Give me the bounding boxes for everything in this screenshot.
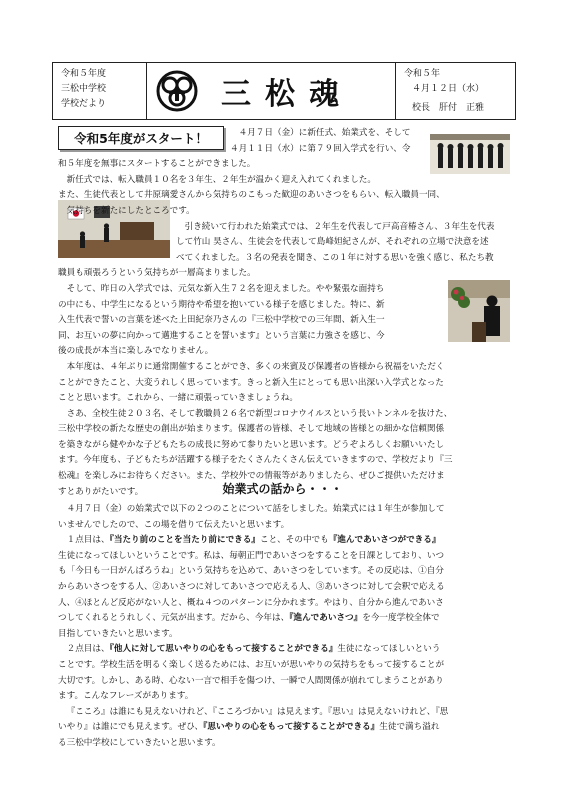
text-line: 新任式では、転入職員１０名を３年生、２年生が温かく迎え入れてくれました。 (66, 174, 376, 185)
text-line: 気持ちを新たにしたところです。 (66, 205, 195, 216)
text-line: ことと思います。これから、一緒に頑張っていきましょうね。 (58, 393, 298, 404)
text-line: 松魂』を楽しみにお待ちください。また、学校外での情報等がありましたら、ぜひご提供いただけま (58, 471, 445, 482)
school-name: 三松中学校 (61, 84, 107, 94)
text-line: ことができたこと、大変うれしく思っています。きっと新入生にとっても思い出深い入学式となった (58, 377, 444, 388)
text-line: ます。こんなフレーズがあります。 (58, 691, 194, 702)
text-line: 生徒で満ち溢れ (379, 722, 440, 733)
text-line: そして、昨日の入学式では、元気な新入生７２名を迎えました。やや緊張な面持ち (66, 283, 385, 294)
text-line: 後の成長が本当に楽しみでなりません。 (58, 346, 214, 357)
text-line: ４月７日（金）の始業式で以下の２つのことについて話をしました。始業式には１年生が参加して (66, 504, 445, 514)
newsletter-title: 三松魂 (221, 77, 353, 112)
text-line: ４月１１日（水）に第７９回入学式を行い、令 (230, 143, 411, 154)
text-line: すとありがたいです。 (58, 486, 144, 497)
article-intro (58, 126, 510, 500)
text-line: ます。今年度も、子どもたちが活躍する様子をたくさんたくさん伝えていきますので、学校だより『三 (58, 455, 453, 466)
text-line: さあ、全校生徒２０３名、そして教職員２６名で新型コロナウイルスという長いトンネルを抜けた、 (66, 408, 453, 419)
emphasis-text: 『当たり前のことを当たり前にできる』 (109, 535, 260, 546)
section-banner: 令和5年度がスタート！ (58, 126, 224, 150)
text-line: 『こころ』は誰にも見えないけれど、『こころづかい』は見えます。『思い』は見えないけれど、『思 (66, 706, 449, 717)
text-line: いやり』は誰にでも見えます。ぜひ、 (58, 722, 204, 733)
text-line: ４月７日（金）に新任式、始業式を、そして (238, 128, 411, 138)
text-line: を築きながら健やかな子どもたちの成長に努めて参りたいと思います。どうぞよろしくお願いいたし (58, 439, 445, 450)
text-line: の中にも、中学生になるという期待や希望を抱いている様子を感じました。特に、新 (58, 299, 385, 310)
text-line: また、生徒代表として井原璃愛さんから気持ちのこもった歓迎のあいさつをもらい、転入職員一同、 (58, 190, 445, 201)
text-line: 生徒になってほしいということです。私は、毎朝正門であいさつをすることを日課としており、いつ (58, 550, 445, 561)
text-line: からあいさつをする人、②あいさつに対してあいさつで応える人、③あいさつに対して会釈で応える (58, 581, 445, 592)
text-line: 同、お互いの夢に向かって邁進することを誓います』という言葉に力強さを感じ、今 (58, 330, 385, 341)
emphasis-text: 『進んであいさつができる』 (328, 535, 441, 546)
section-title: 始業式の話から・・・ (222, 482, 343, 496)
text-line: 和５年度を無事にスタートすることができました。 (58, 159, 256, 170)
text-line: る三松中学校にしていきたいと思います。 (58, 737, 221, 748)
emphasis-text: 『進んであいさつ』 (289, 613, 363, 624)
date-block (395, 63, 515, 119)
text-line: 引き続いて行われた始業式では、２年生を代表して戸高音椿さん、３年生を代表 (184, 221, 495, 232)
school-emblem-icon (155, 69, 199, 113)
text-line: べてくれました。３名の発表を聞き、この１年に対する思いを強く感じ、私たち教 (176, 252, 494, 263)
text-line: こと、その中でも (259, 535, 329, 546)
principal-name: 校長 肝付 正雅 (412, 103, 485, 113)
text-line: いませんでしたので、この場を借りて伝えたいと思います。 (58, 519, 290, 530)
text-line: つしてくれるとうれしく、元気が出ます。だから、今年は、 (58, 613, 290, 624)
text-line: 本年度は、４年ぶりに通常開催することができ、多くの来賓及び保護者の皆様から祝福をいただく (66, 361, 445, 372)
text-line: ことです。学校生活を明るく楽しく送るためには、お互いが思いやりの気持ちをもって接することが (58, 659, 445, 670)
emphasis-text: 『他人に対して思いやりの心をもって接することができる』 (109, 644, 338, 655)
issue-info (53, 63, 147, 119)
text-line: 人、④ほとんど反応がない人と、概ね４つのパターンに分かれます。やはり、自分から進んであいさ (58, 597, 444, 608)
emphasis-text: 『思いやりの心をもって接することができる』 (203, 722, 380, 733)
text-line: 三松中学校の新たな歴史の創出が始まります。保護者の皆様、そして地域の皆様との細かな信頼関係 (58, 424, 445, 435)
text-line: 大切です。しかし、ある時、心ない一言で相手を傷つけ、一瞬で人間関係が崩れてしまうことがあり (58, 675, 444, 686)
text-line: ２点目は、 (66, 644, 110, 655)
text-line: 職員も頑張ろうという気持ちが一層高まりました。 (58, 268, 256, 279)
date-era: 令和５年 (404, 69, 441, 79)
text-line: も「今日も一日がんばろうね」という気持ちを込めて、あいさつをしています。その反応は、①自分 (58, 566, 444, 577)
text-line: 目指していきたいと思います。 (58, 628, 178, 639)
text-line: 生徒になってほしいという (337, 644, 441, 655)
article-speech (58, 502, 510, 752)
text-line: して竹山 昊さん、生徒会を代表して島峰妲紀さんが、それぞれの立場で決意を述 (176, 237, 489, 248)
school-year: 令和５年度 (61, 69, 107, 79)
newsletter-label: 学校だより (61, 99, 107, 109)
text-line: 入生代表で誓いの言葉を述べた上田紀奈乃さんの『三松中学校での三年間、新入生一 (58, 315, 385, 326)
text-line: １点目は、 (66, 535, 110, 546)
text-line: を今一度学校全体で (362, 613, 440, 624)
newsletter-header (52, 62, 516, 120)
issue-date: ４月１２日（水） (412, 84, 485, 94)
